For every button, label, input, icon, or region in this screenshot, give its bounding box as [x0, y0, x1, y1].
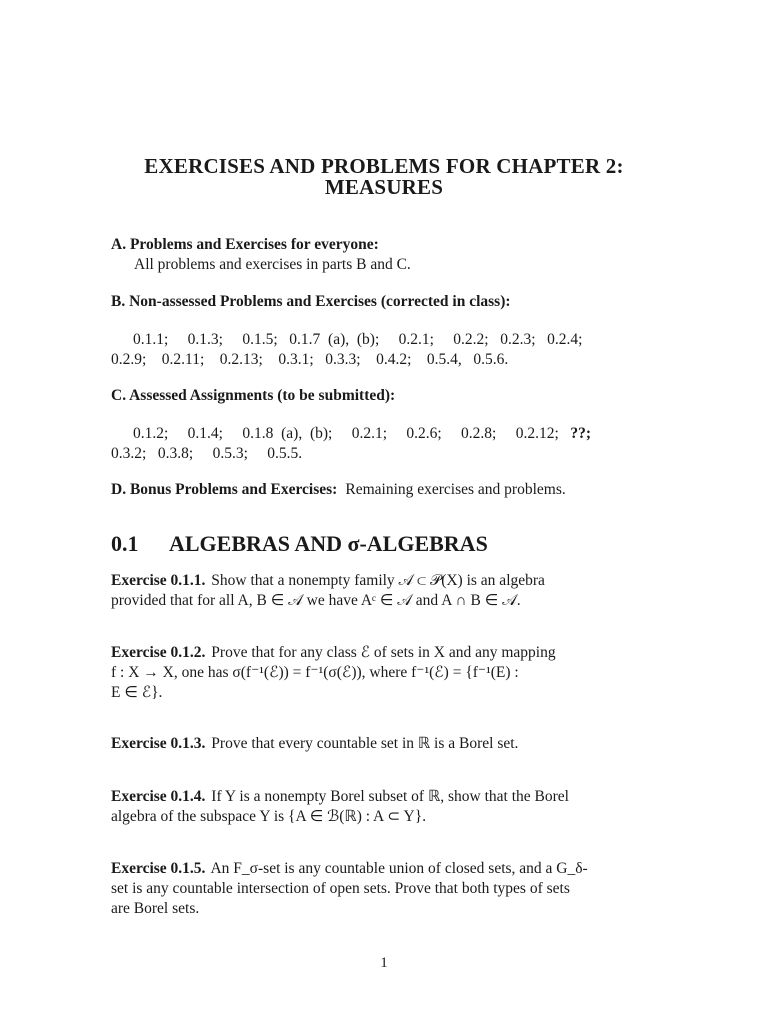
exercise-text-line-2: provided that for all A, B ∈ 𝒜 we have Aᶜ ∈ 𝒜 and A ∩ B ∈ 𝒜. — [111, 592, 521, 609]
section-b-heading: B. Non-assessed Problems and Exercises (corrected in class): — [111, 293, 511, 310]
exercise-label: Exercise 0.1.1. — [111, 572, 206, 589]
section-c-unresolved-ref: ??; — [570, 425, 592, 442]
section-a-text: All problems and exercises in parts B and C. — [134, 256, 411, 273]
exercise-text-line-2: set is any countable intersection of open sets. Prove that both types of sets — [111, 880, 570, 897]
section-c-line-1-wrap — [111, 424, 601, 444]
section-c-line-2: 0.3.2; 0.3.8; 0.5.3; 0.5.5. — [111, 445, 303, 462]
section-c-heading: C. Assessed Assignments (to be submitted): — [111, 387, 396, 404]
exercise-label: Exercise 0.1.4. — [111, 788, 206, 805]
exercise-0-1-5 — [111, 859, 601, 919]
exercise-text-line-2: f : X → X, one has σ(f⁻¹(ℰ)) = f⁻¹(σ(ℰ)), where f⁻¹(ℰ) = {f⁻¹(E) : — [111, 664, 519, 681]
section-b-line-1: 0.1.1; 0.1.3; 0.1.5; 0.1.7 (a), (b); 0.2.1; 0.2.2; 0.2.3; 0.2.4; — [133, 331, 583, 348]
section-heading-0-1 — [111, 531, 488, 557]
exercise-0-1-3 — [111, 734, 601, 754]
section-a-heading: A. Problems and Exercises for everyone: — [111, 236, 379, 253]
exercise-label: Exercise 0.1.5. — [111, 860, 206, 877]
exercise-text-line-1: Prove that every countable set in ℝ is a Borel set. — [211, 735, 519, 752]
section-d — [111, 481, 566, 499]
exercise-text-line-1: If Y is a nonempty Borel subset of ℝ, show that the Borel — [211, 788, 569, 805]
section-title: ALGEBRAS AND σ-ALGEBRAS — [169, 531, 488, 556]
page-title — [40, 156, 728, 198]
exercise-text-line-2: algebra of the subspace Y is {A ∈ ℬ(ℝ) : A ⊂ Y}. — [111, 808, 427, 825]
section-b-list — [111, 330, 601, 370]
exercise-0-1-1 — [111, 571, 601, 611]
section-d-heading: D. Bonus Problems and Exercises: — [111, 481, 338, 498]
exercise-text-line-1: An F_σ-set is any countable union of closed sets, and a G_δ- — [210, 860, 588, 877]
exercise-0-1-4 — [111, 787, 601, 827]
title-line-1: EXERCISES AND PROBLEMS FOR CHAPTER 2: — [144, 154, 624, 178]
section-c-list — [111, 424, 601, 464]
exercise-text-line-3: E ∈ ℰ}. — [111, 684, 163, 701]
exercise-text-line-1: Prove that for any class ℰ of sets in X and any mapping — [211, 644, 556, 661]
exercise-text-line-3: are Borel sets. — [111, 900, 200, 917]
section-c-line-1: 0.1.2; 0.1.4; 0.1.8 (a), (b); 0.2.1; 0.2.6; 0.2.8; 0.2.12; — [133, 425, 559, 442]
exercise-label: Exercise 0.1.2. — [111, 644, 206, 661]
page-number: 1 — [380, 955, 388, 971]
exercise-label: Exercise 0.1.3. — [111, 735, 206, 752]
section-d-text: Remaining exercises and problems. — [345, 481, 566, 498]
section-number: 0.1 — [111, 531, 139, 556]
exercise-0-1-2 — [111, 643, 601, 703]
exercise-text-line-1: Show that a nonempty family 𝒜 ⊂ 𝒫(X) is an algebra — [211, 572, 545, 589]
title-line-2: MEASURES — [324, 175, 444, 199]
section-b-line-2: 0.2.9; 0.2.11; 0.2.13; 0.3.1; 0.3.3; 0.4.2; 0.5.4, 0.5.6. — [111, 351, 509, 368]
